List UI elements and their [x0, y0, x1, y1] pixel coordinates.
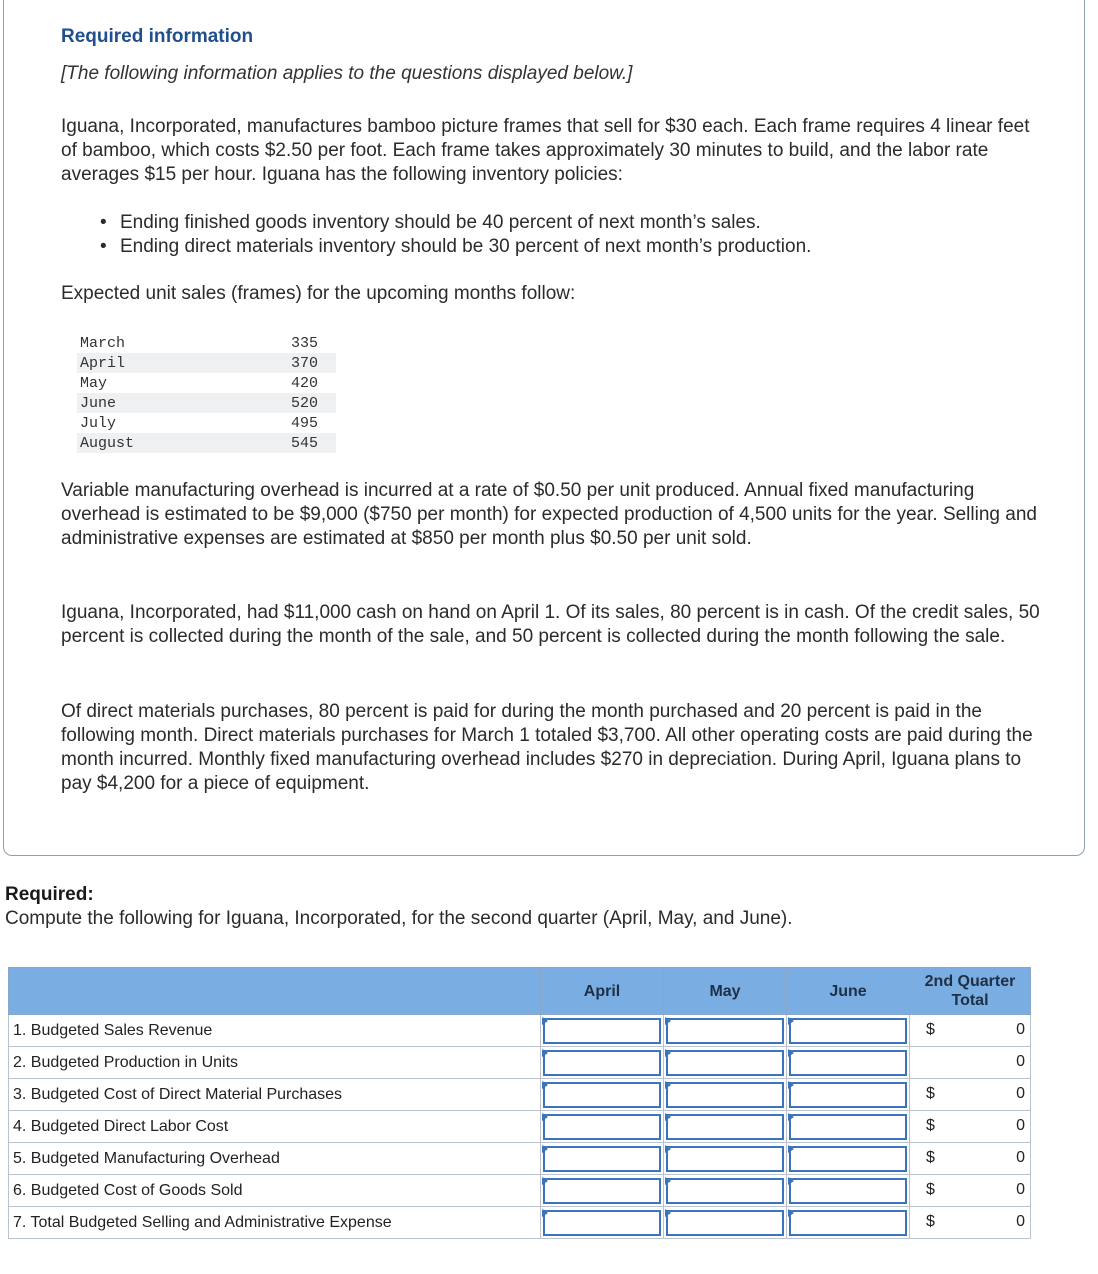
overhead-description: Variable manufacturing overhead is incurred at a rate of $0.50 per unit produced. Annual fixed manufacturing overhead is estimated to be $9,000 ($750 per month) for expected production of 4,500 units for the year. Selling and administrative expenses are estimated at $850 per month plus $0.50 per unit sold.: [61, 480, 1037, 549]
table-row: [9, 1143, 1031, 1175]
flag-icon: [788, 1081, 794, 1089]
june-cogs-input[interactable]: [789, 1178, 907, 1204]
sales-month: May: [80, 374, 108, 392]
may-input-cell[interactable]: [664, 1207, 787, 1239]
flag-icon: [665, 1081, 671, 1089]
flag-icon: [788, 1049, 794, 1057]
april-input-cell[interactable]: [541, 1207, 664, 1239]
quarter-total-value: 0: [1016, 1213, 1025, 1230]
quarter-total-cell: [910, 1143, 1031, 1175]
flag-icon: [542, 1177, 548, 1185]
dollar-sign: $: [926, 1149, 935, 1166]
row-label: 4. Budgeted Direct Labor Cost: [9, 1111, 541, 1143]
header-april: April: [541, 968, 664, 1015]
quarter-total-value: 0: [1016, 1053, 1025, 1070]
april-sales-revenue-input[interactable]: [543, 1018, 661, 1044]
flag-icon: [788, 1145, 794, 1153]
flag-icon: [788, 1209, 794, 1217]
april-input-cell[interactable]: [541, 1047, 664, 1079]
may-input-cell[interactable]: [664, 1015, 787, 1047]
table-row: [77, 393, 336, 413]
company-description: Iguana, Incorporated, manufactures bamboo picture frames that sell for $30 each. Each frame requires 4 linear feet of bamboo, which costs $2.50 per foot. Each frame takes approximately 30 minutes to build, and the labor rate averages $15 per hour. Iguana has the following inventory policies:: [61, 116, 1030, 185]
table-row: [77, 373, 336, 393]
june-input-cell[interactable]: [787, 1175, 910, 1207]
intro-note: [The following information applies to the questions displayed below.]: [61, 63, 633, 84]
flag-icon: [542, 1209, 548, 1217]
may-input-cell[interactable]: [664, 1047, 787, 1079]
list-item: • Ending direct materials inventory should be 30 percent of next month’s production.: [100, 235, 811, 259]
june-input-cell[interactable]: [787, 1047, 910, 1079]
june-input-cell[interactable]: [787, 1207, 910, 1239]
june-input-cell[interactable]: [787, 1143, 910, 1175]
april-input-cell[interactable]: [541, 1143, 664, 1175]
june-selling-admin-input[interactable]: [789, 1210, 907, 1236]
june-direct-labor-input[interactable]: [789, 1114, 907, 1140]
row-label: 2. Budgeted Production in Units: [9, 1047, 541, 1079]
row-label: 7. Total Budgeted Selling and Administrative Expense: [9, 1207, 541, 1239]
sales-intro: Expected unit sales (frames) for the upcoming months follow:: [61, 283, 576, 304]
may-input-cell[interactable]: [664, 1175, 787, 1207]
flag-icon: [665, 1113, 671, 1121]
required-title: Required:: [5, 884, 94, 905]
row-label: 5. Budgeted Manufacturing Overhead: [9, 1143, 541, 1175]
table-row: [9, 1079, 1031, 1111]
june-input-cell[interactable]: [787, 1079, 910, 1111]
june-overhead-input[interactable]: [789, 1146, 907, 1172]
dollar-sign: $: [926, 1181, 935, 1198]
quarter-total-value: 0: [1016, 1021, 1025, 1038]
row-label: 1. Budgeted Sales Revenue: [9, 1015, 541, 1047]
quarter-total-cell: [910, 1111, 1031, 1143]
may-material-purchases-input[interactable]: [666, 1082, 784, 1108]
flag-icon: [665, 1145, 671, 1153]
flag-icon: [788, 1017, 794, 1025]
row-label: 3. Budgeted Cost of Direct Material Purchases: [9, 1079, 541, 1111]
april-input-cell[interactable]: [541, 1015, 664, 1047]
header-total-line2: Total: [951, 992, 989, 1009]
sales-units: 520: [271, 393, 336, 413]
cash-description: Iguana, Incorporated, had $11,000 cash on hand on April 1. Of its sales, 80 percent is in cash. Of the credit sales, 50 percent is collected during the month of the sale, and 50 percent is collected during the month following the sale.: [61, 602, 1040, 647]
june-input-cell[interactable]: [787, 1111, 910, 1143]
header-may: May: [664, 968, 787, 1015]
flag-icon: [542, 1081, 548, 1089]
quarter-total-cell: [910, 1175, 1031, 1207]
april-overhead-input[interactable]: [543, 1146, 661, 1172]
flag-icon: [665, 1209, 671, 1217]
april-cogs-input[interactable]: [543, 1178, 661, 1204]
flag-icon: [665, 1177, 671, 1185]
flag-icon: [542, 1049, 548, 1057]
may-input-cell[interactable]: [664, 1079, 787, 1111]
april-input-cell[interactable]: [541, 1079, 664, 1111]
table-row: [77, 413, 336, 433]
sales-month: July: [80, 414, 117, 432]
quarter-total-value: 0: [1016, 1085, 1025, 1102]
header-blank: [9, 968, 541, 1015]
required-text: Compute the following for Iguana, Incorporated, for the second quarter (April, May, and June).: [5, 908, 793, 929]
flag-icon: [665, 1017, 671, 1025]
table-row: [77, 433, 336, 453]
sales-units: 545: [271, 433, 336, 453]
dollar-sign: $: [926, 1213, 935, 1230]
table-row: [77, 333, 336, 353]
table-row: [9, 1207, 1031, 1239]
table-row: [9, 1015, 1031, 1047]
quarter-total-value: 0: [1016, 1181, 1025, 1198]
may-production-input[interactable]: [666, 1050, 784, 1076]
dollar-sign: $: [926, 1085, 935, 1102]
header-total-line1: 2nd Quarter: [924, 973, 1016, 990]
header-june: June: [787, 968, 910, 1015]
sales-month: March: [80, 334, 126, 352]
quarter-total-cell: [910, 1047, 1031, 1079]
june-material-purchases-input[interactable]: [789, 1082, 907, 1108]
april-material-purchases-input[interactable]: [543, 1082, 661, 1108]
list-item: • Ending finished goods inventory should be 40 percent of next month’s sales.: [100, 211, 811, 235]
quarter-total-cell: [910, 1015, 1031, 1047]
flag-icon: [788, 1177, 794, 1185]
june-sales-revenue-input[interactable]: [789, 1018, 907, 1044]
purchases-description: Of direct materials purchases, 80 percent is paid for during the month purchased and 20 percent is paid in the following month. Direct materials purchases for March 1 totaled $3,700. All other operating costs are paid during the month incurred. Monthly fixed manufacturing overhead includes $270 in depreciation. During April, Iguana plans to pay $4,200 for a piece of equipment.: [61, 701, 1033, 794]
april-production-input[interactable]: [543, 1050, 661, 1076]
expected-sales-table: [77, 333, 336, 453]
april-selling-admin-input[interactable]: [543, 1210, 661, 1236]
may-input-cell[interactable]: [664, 1143, 787, 1175]
april-input-cell[interactable]: [541, 1111, 664, 1143]
april-input-cell[interactable]: [541, 1175, 664, 1207]
flag-icon: [542, 1113, 548, 1121]
may-sales-revenue-input[interactable]: [666, 1018, 784, 1044]
april-direct-labor-input[interactable]: [543, 1114, 661, 1140]
may-direct-labor-input[interactable]: [666, 1114, 784, 1140]
june-input-cell[interactable]: [787, 1015, 910, 1047]
table-row: [9, 1111, 1031, 1143]
required-information-heading: Required information: [61, 26, 254, 47]
budget-answer-table: [8, 967, 1031, 1239]
quarter-total-value: 0: [1016, 1117, 1025, 1134]
flag-icon: [542, 1145, 548, 1153]
sales-month: August: [77, 433, 271, 453]
flag-icon: [665, 1049, 671, 1057]
table-header-row: [9, 968, 1031, 1015]
sales-month: April: [77, 353, 271, 373]
dollar-sign: $: [926, 1117, 935, 1134]
sales-units: 335: [290, 334, 318, 352]
table-row: [77, 353, 336, 373]
header-quarter-total: [910, 968, 1031, 1015]
sales-units: 495: [290, 414, 318, 432]
quarter-total-cell: [910, 1207, 1031, 1239]
may-cogs-input[interactable]: [666, 1178, 784, 1204]
june-production-input[interactable]: [789, 1050, 907, 1076]
flag-icon: [788, 1113, 794, 1121]
quarter-total-value: 0: [1016, 1149, 1025, 1166]
sales-units: 420: [290, 374, 318, 392]
may-input-cell[interactable]: [664, 1111, 787, 1143]
inventory-policies-list: [100, 211, 811, 259]
table-row: [9, 1047, 1031, 1079]
quarter-total-cell: [910, 1079, 1031, 1111]
row-label: 6. Budgeted Cost of Goods Sold: [9, 1175, 541, 1207]
may-selling-admin-input[interactable]: [666, 1210, 784, 1236]
sales-month: June: [77, 393, 271, 413]
sales-units: 370: [271, 353, 336, 373]
flag-icon: [542, 1017, 548, 1025]
may-overhead-input[interactable]: [666, 1146, 784, 1172]
dollar-sign: $: [926, 1021, 935, 1038]
table-row: [9, 1175, 1031, 1207]
